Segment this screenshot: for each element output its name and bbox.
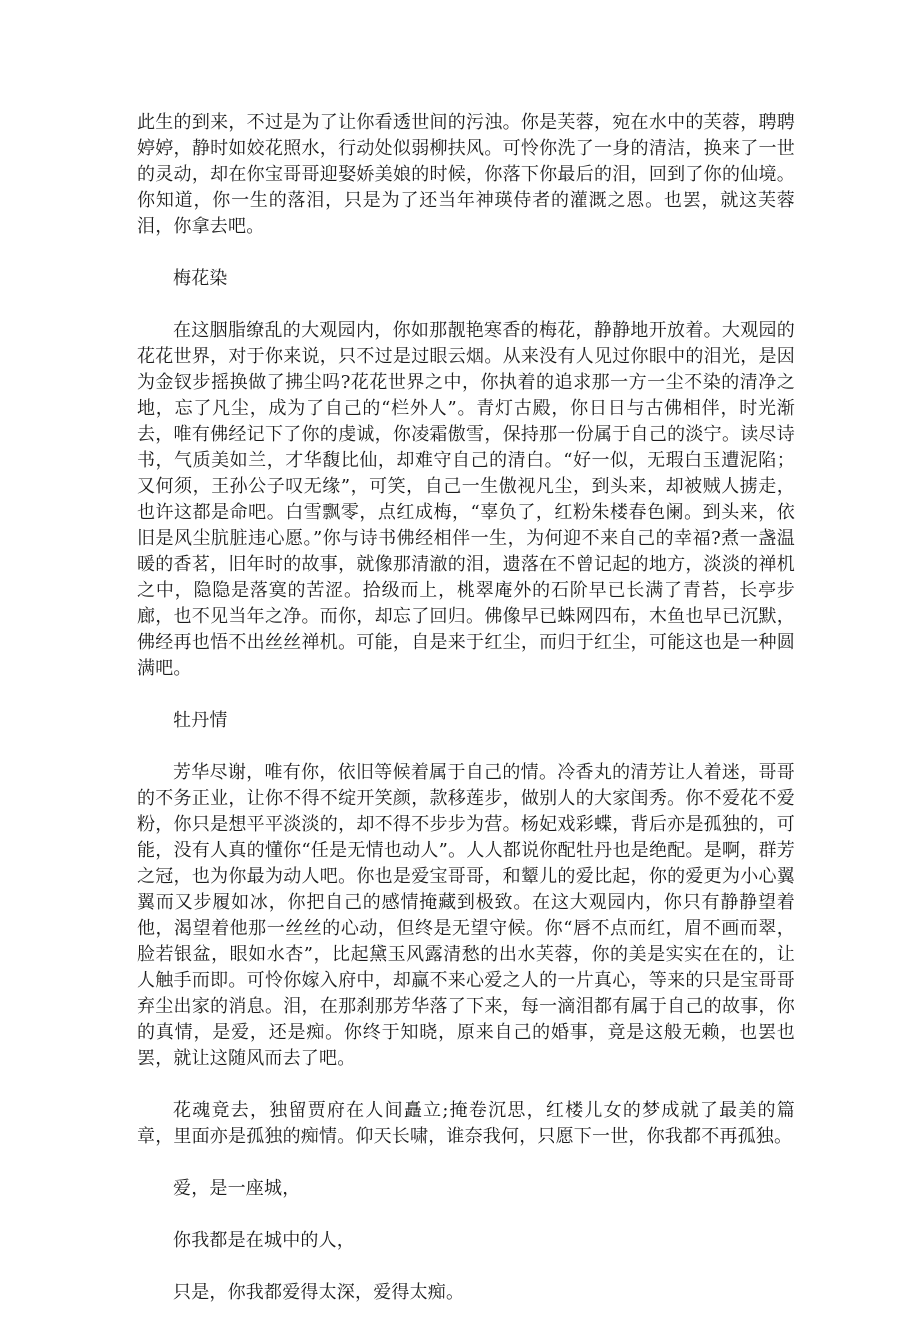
verse-line: 你我都是在城中的人， xyxy=(173,1230,355,1251)
intro-paragraph: 此生的到来，不过是为了让你看透世间的污浊。你是芙蓉，宛在水中的芙蓉，聘聘婷婷，静时如姣花照水，行动处似弱柳扶风。可怜你洗了一身的清洁，换来了一世的灵动，却在你宝哥哥迎娶娇美娘的时候，你落下你最后的泪，回到了你的仙境。你知道，你一生的落泪，只是为了还当年神瑛侍者的灌溉之恩。也罢，就这芙蓉泪，你拿去吧。 xyxy=(137,112,795,237)
section-heading-mudan: 牡丹情 xyxy=(173,710,228,731)
verse-line: 只是，你我都爱得太深，爱得太痴。 xyxy=(173,1282,465,1303)
closing-paragraph: 花魂竟去，独留贾府在人间矗立;掩卷沉思，红楼儿女的梦成就了最美的篇章，里面亦是孤独的痴情。仰天长啸，谁奈我何，只愿下一世，你我都不再孤独。 xyxy=(137,1100,795,1147)
section-body-mudan: 芳华尽谢，唯有你，依旧等候着属于自己的情。冷香丸的清芳让人着迷，哥哥的不务正业，让你不得不绽开笑颜，款移莲步，做别人的大家闺秀。你不爱花不爱粉，你只是想平平淡淡的，却不得不步步为营。杨妃戏彩蝶，背后亦是孤独的，可能，没有人真的懂你“任是无情也动人”。人人都说你配牡丹也是绝配。是啊，群芳之冠，也为你最为动人吧。你也是爱宝哥哥，和颦儿的爱比起，你的爱更为小心翼翼而又步履如冰，你把自己的感情掩藏到极致。在这大观园内，你只有静静望着他，渴望着他那一丝丝的心动，但终是无望守候。你“唇不点而红，眉不画而翠，脸若银盆，眼如水杏”，比起黛玉风露清愁的出水芙蓉，你的美是实实在在的，让人触手而即。可怜你嫁入府中，却赢不来心爱之人的一片真心，等来的只是宝哥哥弃尘出家的消息。泪，在那刹那芳华落了下来，每一滴泪都有属于自己的故事，你的真情，是爱，还是痴。你终于知晓，原来自己的婚事，竟是这般无赖，也罢也罢，就让这随风而去了吧。 xyxy=(137,762,795,1069)
section-body-meihua: 在这胭脂缭乱的大观园内，你如那靓艳寒香的梅花，静静地开放着。大观园的花花世界，对于你来说，只不过是过眼云烟。从来没有人见过你眼中的泪光，是因为金钗步摇换做了拂尘吗?花花世界之中，你执着的追求那一方一尘不染的清净之地，忘了凡尘，成为了自己的“栏外人”。青灯古殿，你日日与古佛相伴，时光渐去，唯有佛经记下了你的虔诚，你凌霜傲雪，保持那一份属于自己的淡宁。读尽诗书，气质美如兰，才华馥比仙，却难守自己的清白。“好一似，无瑕白玉遭泥陷；又何须，王孙公子叹无缘”，可笑，自己一生傲视凡尘，到头来，却被贼人掳走，也许这都是命吧。白雪飘零，点红成梅，“辜负了，红粉朱楼春色阑。到头来，依旧是风尘肮脏违心愿。”你与诗书佛经相伴一生，为何迎不来自己的幸福?煮一盏温暖的香茗，旧年时的故事，就像那清澈的泪，遗落在不曾记起的地方，淡淡的禅机之中，隐隐是落寞的苦涩。拾级而上，桃翠庵外的石阶早已长满了青苔，长亭步廊，也不见当年之净。而你，却忘了回归。佛像早已蛛网四布，木鱼也早已沉默，佛经再也悟不出丝丝禅机。可能，自是来于红尘，而归于红尘，可能这也是一种圆满吧。 xyxy=(137,320,795,679)
section-heading-meihua: 梅花染 xyxy=(173,268,228,289)
verse-line: 爱，是一座城， xyxy=(173,1178,301,1199)
article-body xyxy=(137,110,795,1332)
